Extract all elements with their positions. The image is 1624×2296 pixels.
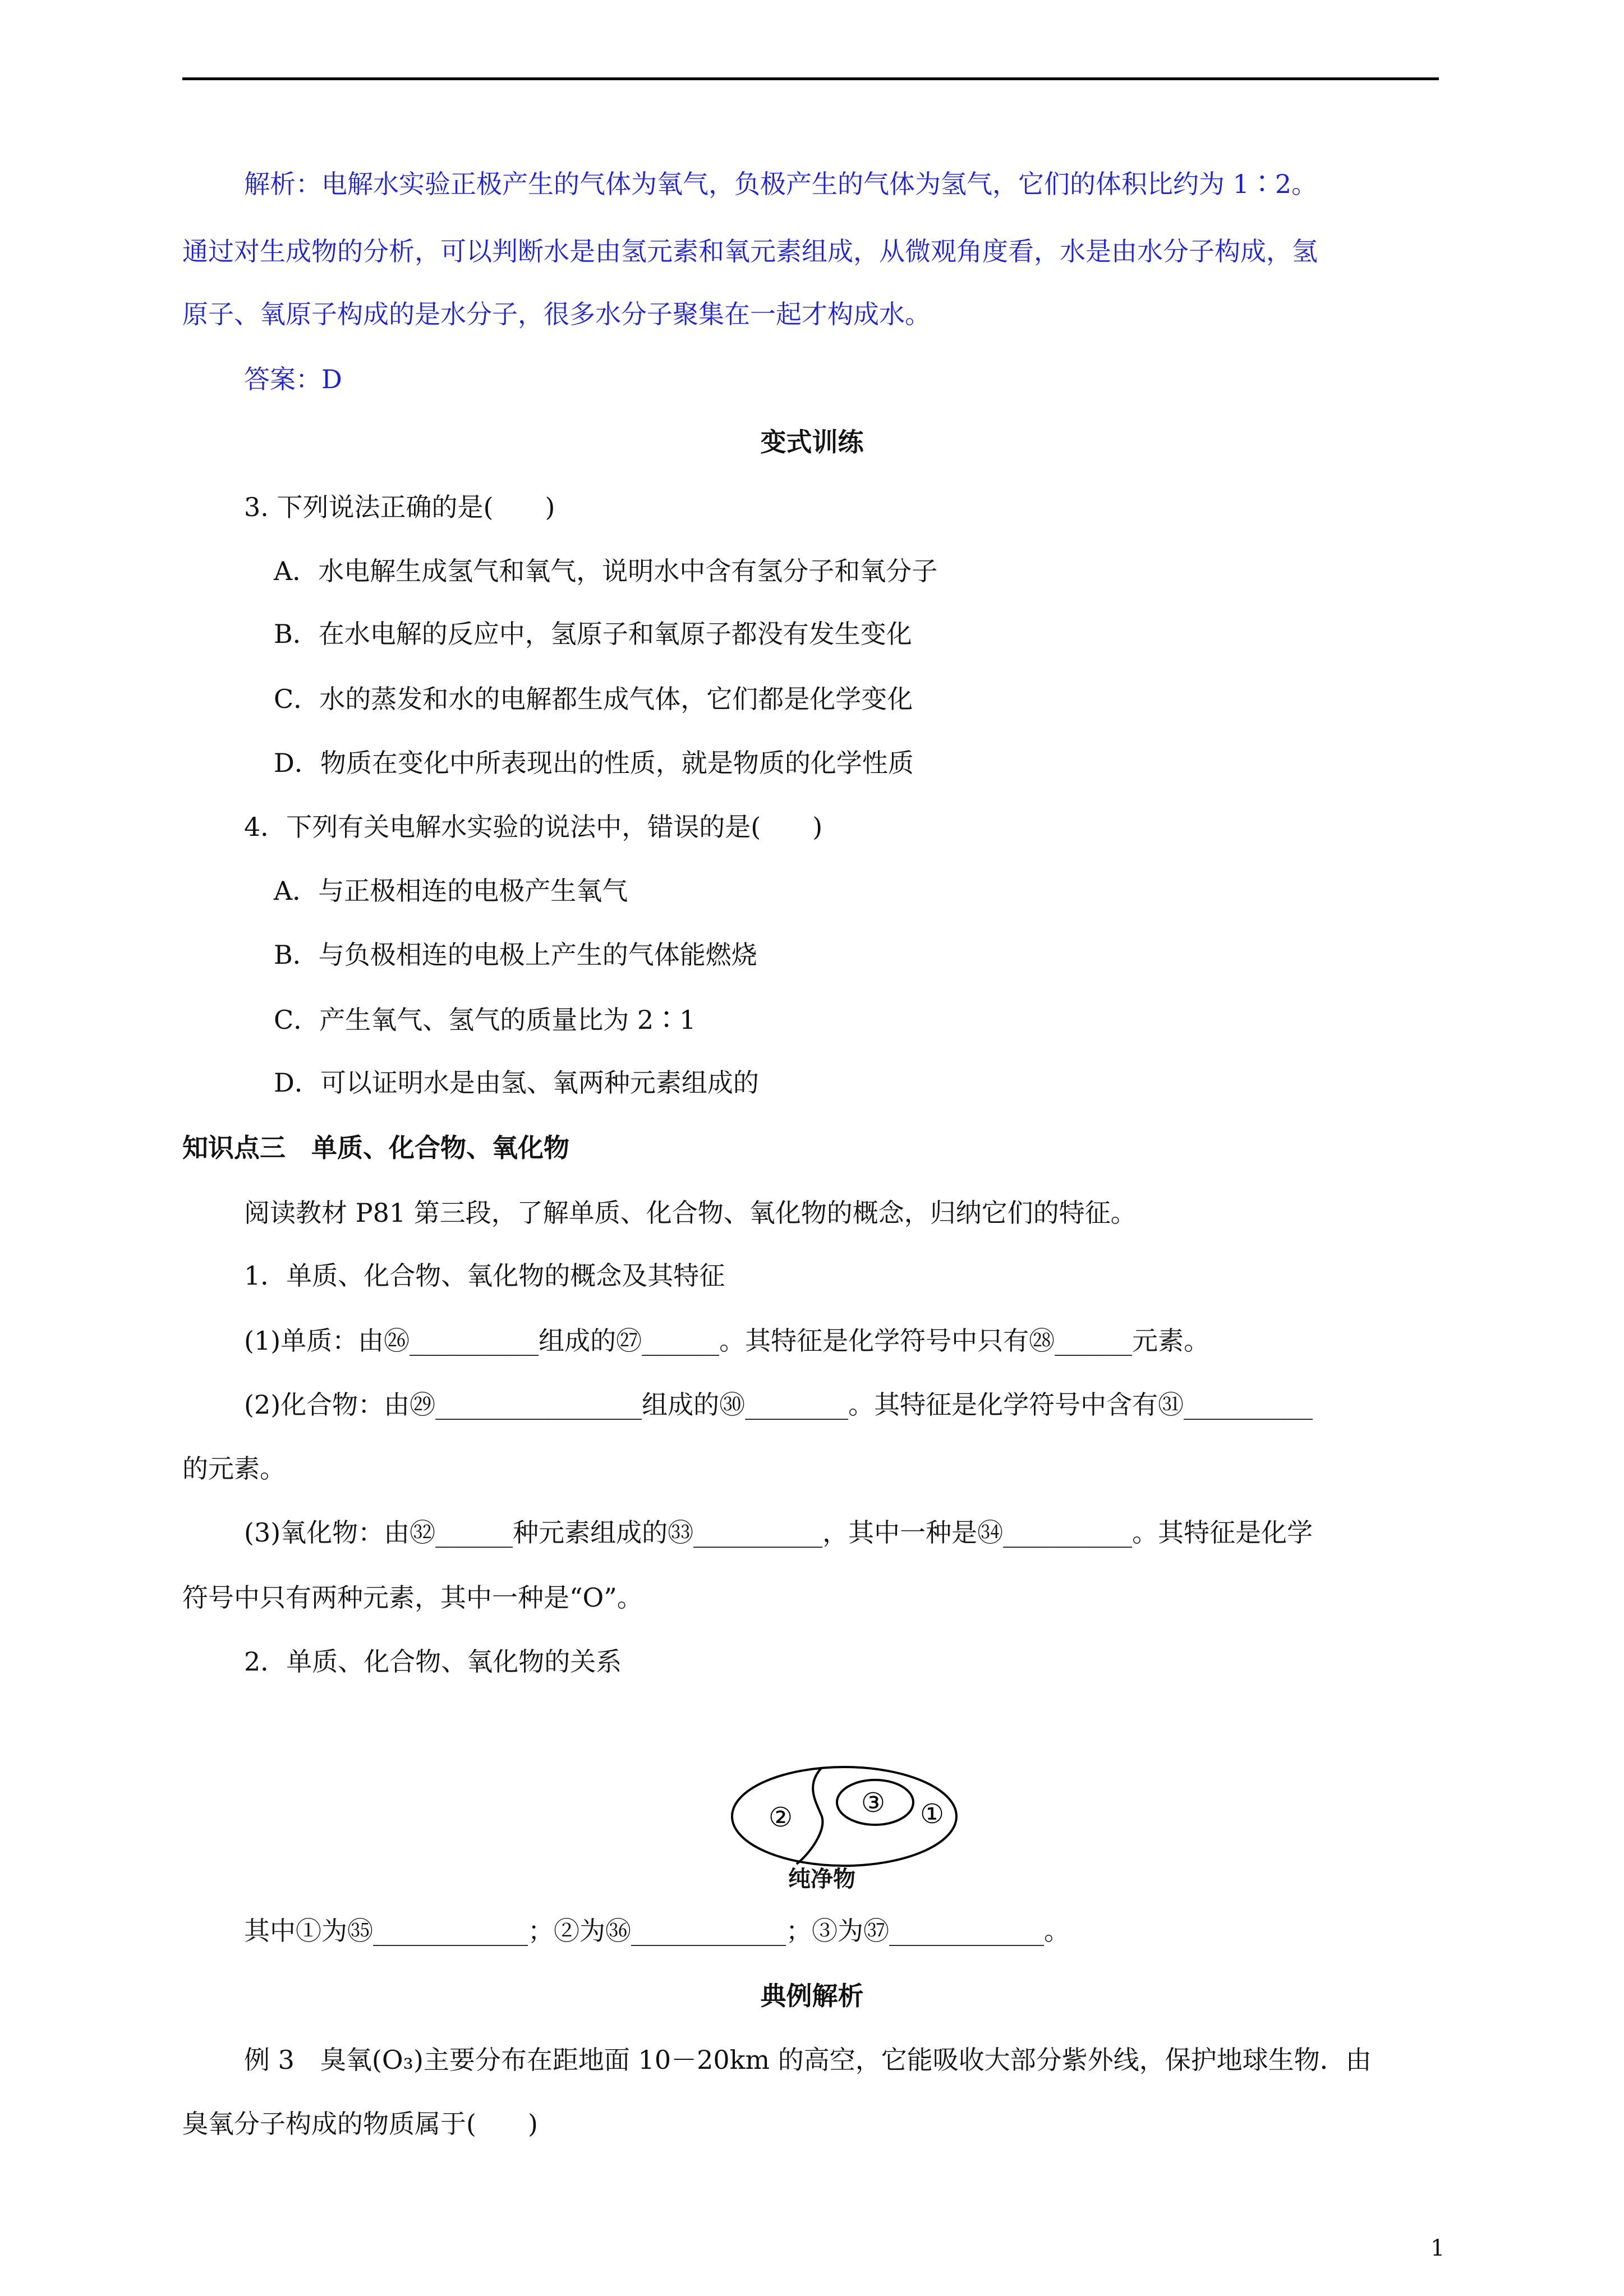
knowledge-3-intro: 阅读教材 P81 第三段，了解单质、化合物、氧化物的概念，归纳它们的特征。	[244, 1198, 1137, 1228]
label-2: ②	[769, 1802, 793, 1833]
analysis-line-1: 解析：电解水实验正极产生的气体为氧气，负极产生的气体为氢气，它们的体积比约为 1∶2。	[244, 169, 1318, 199]
definition-oxide-cont: 符号中只有两种元素，其中一种是“O”。	[182, 1582, 643, 1613]
definition-oxide: (3)氧化物：由㉜______种元素组成的㉝__________，其中一种是㉞__________。其特征是化学	[244, 1517, 1313, 1548]
practice-heading: 变式训练	[760, 427, 864, 457]
diagram-caption: 纯净物	[788, 1866, 855, 1892]
definition-compound-cont: 的元素。	[182, 1453, 286, 1484]
question-3-option-b: B．在水电解的反应中，氢原子和氧原子都没有发生变化	[274, 619, 912, 649]
knowledge-3-item-2: 2．单质、化合物、氧化物的关系	[244, 1646, 622, 1677]
classification-diagram	[726, 1760, 962, 1872]
label-1: ①	[920, 1798, 945, 1830]
question-3-option-c: C．水的蒸发和水的电解都生成气体，它们都是化学变化	[274, 684, 913, 714]
label-3: ③	[861, 1787, 886, 1819]
question-4-option-b: B．与负极相连的电极上产生的气体能燃烧	[274, 940, 757, 970]
divider-curve	[797, 1768, 822, 1864]
example-3-line-2: 臭氧分子构成的物质属于( )	[182, 2109, 538, 2139]
question-3-option-a: A．水电解生成氢气和氧气，说明水中含有氢分子和氧分子	[274, 556, 938, 586]
analysis-line-3: 原子、氧原子构成的是水分子，很多水分子聚集在一起才构成水。	[182, 299, 931, 329]
knowledge-3-item-1: 1．单质、化合物、氧化物的概念及其特征	[244, 1260, 725, 1291]
page-number: 1	[1430, 2235, 1445, 2261]
example-3-line-1: 例 3 臭氧(O₃)主要分布在距地面 10－20km 的高空，它能吸收大部分紫外线，保护地球生物．由	[244, 2045, 1372, 2075]
question-4-stem: 4．下列有关电解水实验的说法中，错误的是( )	[244, 812, 823, 842]
definition-compound: (2)化合物：由㉙________________组成的㉚________。其特征是化学符号中含有㉛__________	[244, 1389, 1313, 1420]
question-4-option-a: A．与正极相连的电极产生氧气	[274, 876, 628, 906]
header-rule	[182, 77, 1439, 80]
example-heading: 典例解析	[760, 1981, 864, 2011]
analysis-line-2: 通过对生成物的分析，可以判断水是由氢元素和氧元素组成，从微观角度看，水是由水分子构成，氢	[182, 236, 1318, 266]
definition-elemental-substance: (1)单质：由㉖__________组成的㉗______。其特征是化学符号中只有㉘______元素。	[244, 1326, 1210, 1356]
question-4-option-c: C．产生氧气、氢气的质量比为 2∶1	[274, 1005, 696, 1035]
question-3-stem: 3. 下列说法正确的是( )	[244, 492, 555, 522]
question-4-option-d: D．可以证明水是由氢、氧两种元素组成的	[274, 1068, 759, 1098]
diagram-fill-in: 其中①为㉟____________；②为㊱____________；③为㊲____________。	[244, 1916, 1070, 1946]
answer-line: 答案：D	[244, 364, 342, 394]
knowledge-3-heading: 知识点三 单质、化合物、氧化物	[182, 1133, 569, 1163]
question-3-option-d: D．物质在变化中所表现出的性质，就是物质的化学性质	[274, 748, 914, 778]
